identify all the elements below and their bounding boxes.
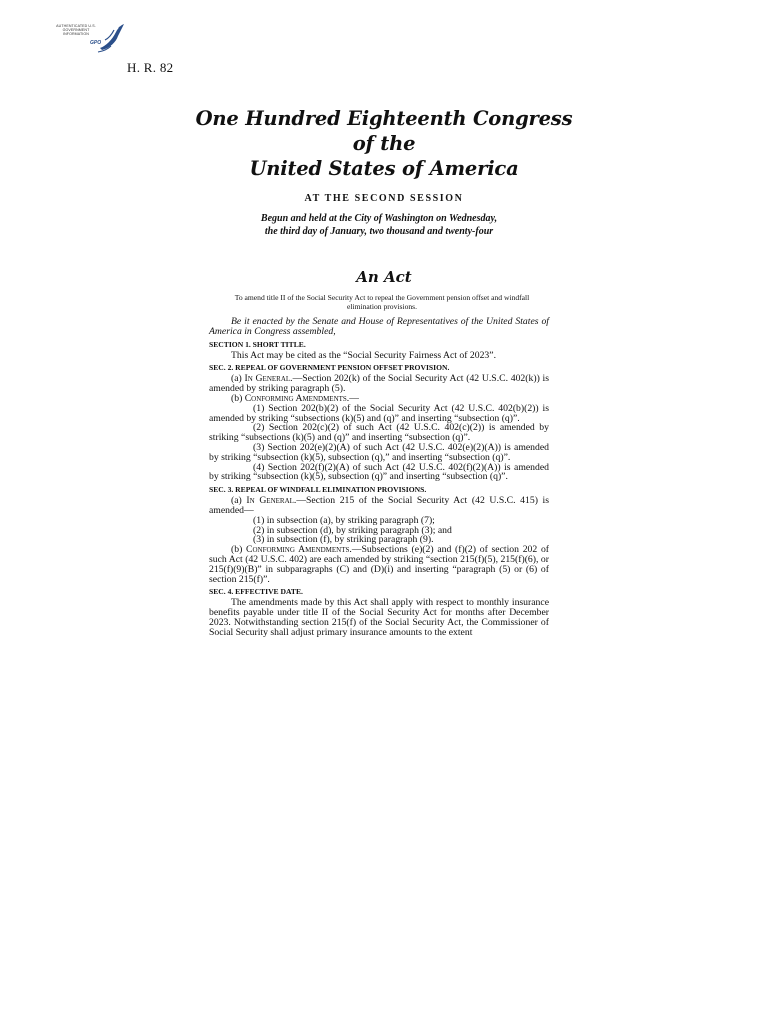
section-3-item-1: (1) in subsection (a), by striking paragraph (7); — [253, 514, 435, 526]
congress-line-3: United States of America — [249, 157, 519, 180]
subsection-caption: Conforming Amendments — [246, 544, 350, 556]
section-3-subsection-b — [209, 545, 549, 584]
seal-text: AUTHENTICATED U.S. GOVERNMENT INFORMATION — [56, 24, 96, 37]
subsection-text: .—Section 202(k) of the Social Security Act (42 U.S.C. 402(k)) is amended by striking paragraph (5). — [209, 373, 550, 395]
congress-line-2: of the — [352, 132, 416, 155]
act-purpose: To amend title II of the Social Security Act to repeal the Government pension offset and windfall elimination provisions. — [234, 293, 530, 311]
begun-statement — [0, 213, 758, 238]
section-2-paragraph-1: (1) Section 202(b)(2) of the Social Security Act (42 U.S.C. 402(b)(2)) is amended by striking “subsections (k)(5) and (q)” and inserting “subsection (q)”. — [209, 402, 549, 424]
enacting-clause: Be it enacted by the Senate and House of Representatives of the United States of America in Congress assembled, — [209, 316, 549, 337]
congress-line-1: One Hundred Eighteenth Congress — [195, 107, 573, 130]
subsection-label: (b) — [231, 392, 243, 404]
section-3-item-2: (2) in subsection (d), by striking paragraph (3); and — [253, 524, 452, 536]
gpo-authentication-seal — [52, 22, 128, 54]
subsection-caption: Conforming Amendments — [244, 392, 347, 404]
section-4-heading: SEC. 4. EFFECTIVE DATE. — [209, 587, 303, 597]
section-2-paragraph-3: (3) Section 202(e)(2)(A) of such Act (42 U.S.C. 402(e)(2)(A)) is amended by striking “subsection (k)(5), subsection (q),” and inserting “subsection (q)”. — [209, 441, 549, 463]
section-3-item-3: (3) in subsection (f), by striking paragraph (9). — [253, 534, 434, 546]
section-2-subsection-a — [209, 374, 549, 394]
section-1-heading: SECTION 1. SHORT TITLE. — [209, 339, 306, 349]
subsection-text: .—Subsections (e)(2) and (f)(2) of section 202 of such Act (42 U.S.C. 402) are each amended by striking “section 215(f)(5), 215(f)(6), or 215(f)(9)(B)” in subparagraphs (C) and (D)(i) and inserting “paragraph (5) or (6) of section 215(f)”. — [209, 544, 550, 585]
session-line: AT THE SECOND SESSION — [304, 193, 464, 204]
act-body — [209, 317, 549, 638]
subsection-label: (a) — [231, 373, 242, 385]
eagle-seal-icon — [96, 22, 126, 54]
section-3-subsection-a — [209, 496, 549, 516]
section-1-text: This Act may be cited as the “Social Security Fairness Act of 2023”. — [231, 349, 496, 361]
congress-heading — [0, 106, 768, 181]
section-3-heading: SEC. 3. REPEAL OF WINDFALL ELIMINATION PROVISIONS. — [209, 485, 427, 495]
begun-line-1: Begun and held at the City of Washington on Wednesday, — [260, 213, 498, 224]
subsection-label: (b) — [231, 544, 243, 556]
gpo-mark: GPO — [90, 40, 102, 46]
subsection-caption: In General — [246, 495, 294, 507]
begun-line-2: the third day of January, two thousand and twenty-four — [264, 225, 494, 237]
subsection-text: .—Section 215 of the Social Security Act (42 U.S.C. 415) is amended— — [209, 495, 550, 516]
bill-number: H. R. 82 — [127, 60, 174, 75]
section-2-heading: SEC. 2. REPEAL OF GOVERNMENT PENSION OFFSET PROVISION. — [209, 363, 450, 373]
section-2-paragraph-4: (4) Section 202(f)(2)(A) of such Act (42 U.S.C. 402(f)(2)(A)) is amended by striking “subsection (k)(5), subsection (q)” and inserting “subsection (q)”. — [209, 461, 549, 483]
subsection-suffix: .— — [346, 392, 359, 404]
subsection-label: (a) — [231, 495, 242, 507]
section-2-paragraph-2: (2) Section 202(c)(2) of such Act (42 U.S.C. 402(c)(2)) is amended by striking “subsections (k)(5) and (q)” and inserting “subsection (q)”. — [209, 422, 549, 444]
section-4-text: The amendments made by this Act shall apply with respect to monthly insurance benefits payable under title II of the Social Security Act for months after December 2023. Notwithstanding section 215(f) of the Social Security Act, the Commissioner of Social Security shall adjust primary insurance amounts to the extent — [209, 597, 549, 638]
act-title: An Act — [356, 268, 412, 286]
subsection-caption: In General — [244, 373, 291, 385]
